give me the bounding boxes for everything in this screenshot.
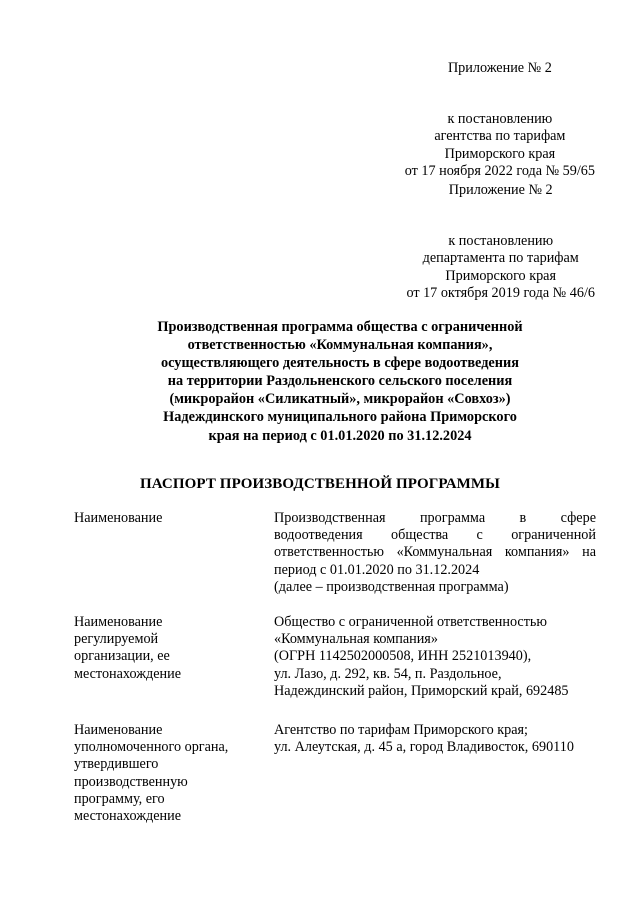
passport-heading: ПАСПОРТ ПРОИЗВОДСТВЕННОЙ ПРОГРАММЫ	[139, 476, 500, 492]
passport-row-label	[74, 510, 254, 527]
value-line: (далее – производственная программа)	[274, 578, 509, 595]
passport-row-value	[274, 510, 596, 596]
label-line: уполномоченного органа,	[74, 739, 229, 756]
value-line: Агентство по тарифам Приморского края;	[274, 722, 529, 738]
value-line: (ОГРН 1142502000508, ИНН 2521013940),	[274, 648, 532, 665]
value-line: водоотведения общества с ограниченной	[274, 527, 596, 544]
label-line: Наименование	[74, 614, 163, 630]
passport-row-value	[274, 614, 596, 700]
label-line: местонахождение	[74, 665, 182, 682]
label-line: программу, его	[74, 790, 165, 807]
label-line: регулируемой	[74, 631, 159, 648]
program-title-line: (микрорайон «Силикатный», микрорайон «Совхоз»)	[169, 391, 511, 408]
appendix-previous-line: к постановлению	[448, 233, 554, 250]
appendix-previous-line: от 17 октября 2019 года № 46/6	[406, 284, 595, 301]
program-title-line: Надеждинского муниципального района Приморского	[163, 409, 517, 426]
appendix-current-line: агентства по тарифам	[434, 128, 566, 145]
appendix-current-title: Приложение № 2	[447, 60, 552, 76]
value-line: Общество с ограниченной ответственностью	[274, 614, 547, 630]
appendix-current-line: Приморского края	[444, 145, 556, 162]
label-line: организации, ее	[74, 648, 170, 665]
appendix-previous-block	[406, 182, 595, 302]
label-line: утвердившего	[74, 756, 159, 773]
value-line: период с 01.01.2020 по 31.12.2024	[274, 561, 480, 578]
passport-row-label	[74, 722, 254, 825]
value-line: ответственностью «Коммунальная компания» на	[274, 544, 596, 561]
value-line: Надеждинский район, Приморский край, 692485	[274, 682, 569, 699]
passport-row-label	[74, 614, 254, 683]
program-title-line: ответственностью «Коммунальная компания»,	[187, 337, 493, 354]
label-line: Наименование	[74, 510, 163, 526]
program-title-line: Производственная программа общества с ограниченной	[157, 319, 523, 335]
appendix-previous-line: департамента по тарифам	[422, 250, 579, 267]
appendix-current-line: к постановлению	[447, 111, 553, 128]
appendix-current-block	[405, 60, 595, 180]
passport-row-value	[274, 722, 596, 756]
value-line: Производственная программа в сфере	[274, 510, 596, 526]
label-line: местонахождение	[74, 808, 182, 825]
program-title-line: на территории Раздольненского сельского поселения	[167, 373, 513, 390]
value-line: ул. Лазо, д. 292, кв. 54, п. Раздольное,	[274, 665, 502, 682]
appendix-current-line: от 17 ноября 2022 года № 59/65	[404, 162, 595, 179]
value-line: ул. Алеутская, д. 45 а, город Владивосток, 690110	[274, 739, 574, 756]
program-title-line: края на период с 01.01.2020 по 31.12.2024	[208, 427, 472, 444]
appendix-previous-line: Приморского края	[445, 267, 556, 284]
program-title-line: осуществляющего деятельность в сфере водоотведения	[160, 355, 519, 372]
program-title	[80, 318, 600, 445]
value-line: «Коммунальная компания»	[274, 631, 438, 648]
appendix-previous-title: Приложение № 2	[448, 182, 553, 198]
label-line: Наименование	[74, 722, 163, 738]
label-line: производственную	[74, 773, 188, 790]
